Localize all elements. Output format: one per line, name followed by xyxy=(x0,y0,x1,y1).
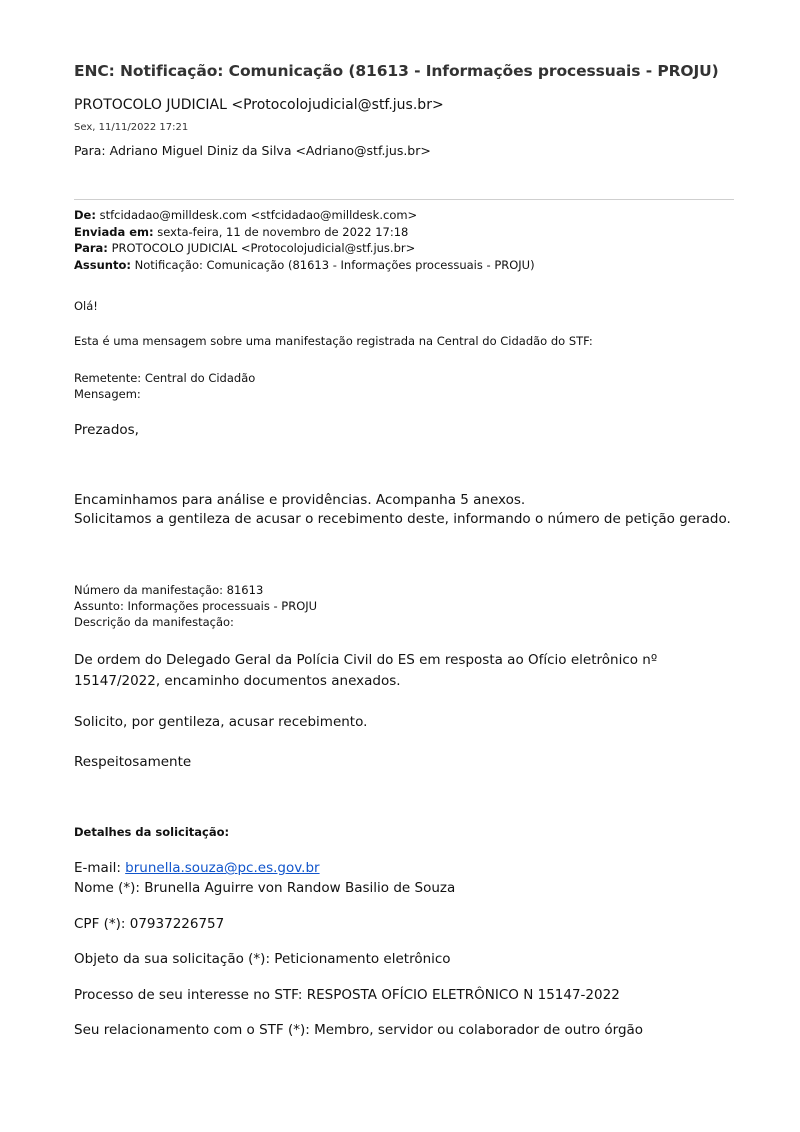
respeitosamente-line: Respeitosamente xyxy=(74,754,192,770)
details-cpf: CPF (*): 07937226757 xyxy=(74,916,225,932)
details-processo: Processo de seu interesse no STF: RESPOSTA OFÍCIO ELETRÔNICO N 15147-2022 xyxy=(74,987,620,1003)
ordem-line-1: De ordem do Delegado Geral da Polícia Civil do ES em resposta ao Ofício eletrônico nº xyxy=(74,652,658,668)
prezados-line: Prezados, xyxy=(74,422,139,438)
solicito-line: Solicito, por gentileza, acusar recebimento. xyxy=(74,714,368,730)
email-recipient: Para: Adriano Miguel Diniz da Silva <Adriano@stf.jus.br> xyxy=(74,143,431,158)
numero-manifestacao: Número da manifestação: 81613 xyxy=(74,583,264,597)
email-sender: PROTOCOLO JUDICIAL <Protocolojudicial@stf.jus.br> xyxy=(74,97,444,113)
email-date: Sex, 11/11/2022 17:21 xyxy=(74,122,189,133)
forwarded-sent: Enviada em: sexta-feira, 11 de novembro de 2022 17:18 xyxy=(74,224,409,239)
remetente-line: Remetente: Central do Cidadão xyxy=(74,371,256,385)
assunto-line: Assunto: Informações processuais - PROJU xyxy=(74,599,318,613)
details-email-label: E-mail: xyxy=(74,860,126,876)
details-email xyxy=(74,859,320,878)
forwarded-header xyxy=(74,207,535,273)
forwarded-from: De: stfcidadao@milldesk.com <stfcidadao@milldesk.com> xyxy=(74,208,418,222)
details-email-link[interactable]: brunella.souza@pc.es.gov.br xyxy=(125,860,320,876)
descricao-label: Descrição da manifestação: xyxy=(74,615,234,629)
email-subject: ENC: Notificação: Comunicação (81613 - Informações processuais - PROJU) xyxy=(74,62,719,80)
ordem-line-2: 15147/2022, encaminho documentos anexados. xyxy=(74,673,401,689)
details-relacionamento: Seu relacionamento com o STF (*): Membro, servidor ou colaborador de outro órgão xyxy=(74,1022,644,1038)
header-divider xyxy=(74,199,734,200)
intro-text: Esta é uma mensagem sobre uma manifestação registrada na Central do Cidadão do STF: xyxy=(74,334,593,348)
forwarded-subject: Assunto: Notificação: Comunicação (81613 - Informações processuais - PROJU) xyxy=(74,257,535,272)
details-nome: Nome (*): Brunella Aguirre von Randow Basilio de Souza xyxy=(74,880,456,896)
details-heading: Detalhes da solicitação: xyxy=(74,825,230,839)
greeting: Olá! xyxy=(74,299,98,313)
details-objeto: Objeto da sua solicitação (*): Peticionamento eletrônico xyxy=(74,951,451,967)
forwarded-to: Para: PROTOCOLO JUDICIAL <Protocolojudicial@stf.jus.br> xyxy=(74,241,416,255)
encaminhamos-line: Encaminhamos para análise e providências. Acompanha 5 anexos. xyxy=(74,492,526,508)
solicitamos-line: Solicitamos a gentileza de acusar o recebimento deste, informando o número de petição gerado. xyxy=(74,511,731,527)
mensagem-label: Mensagem: xyxy=(74,387,141,401)
